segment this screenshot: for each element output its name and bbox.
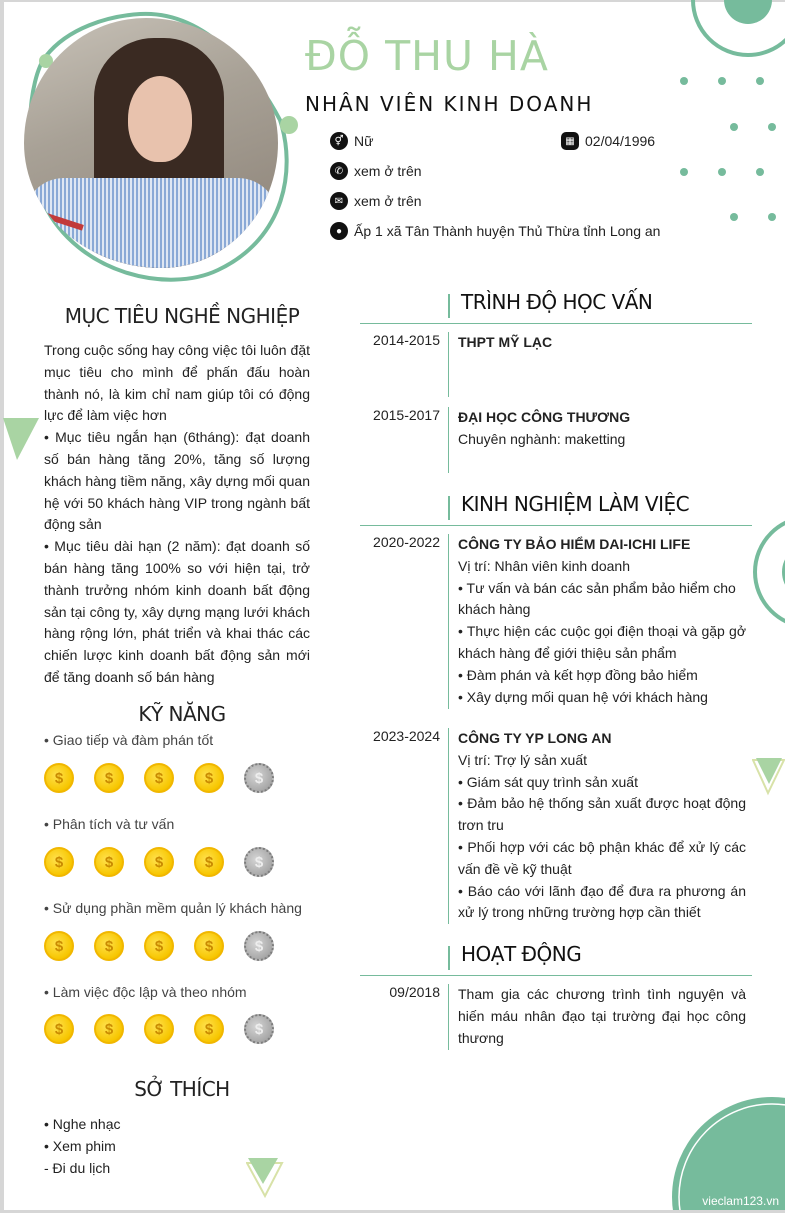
entry-detail: • Báo cáo với lãnh đạo để đưa ra phương án xử lý trong những trường hợp cần thiết: [458, 882, 746, 921]
coin-empty-icon: $: [244, 1014, 274, 1044]
location-pin-icon: ●: [330, 222, 348, 240]
profile-photo: [24, 18, 278, 268]
entry-detail: Vị trí: Nhân viên kinh doanh: [458, 557, 630, 574]
circle-decoration-top: [688, 0, 785, 60]
hobby-item: • Xem phim: [44, 1138, 116, 1154]
entry-detail: • Phối hợp với các bộ phận khác để xử lý các vấn đề về kỹ thuật: [458, 838, 746, 877]
section-divider: [360, 525, 752, 526]
entry-body: [458, 984, 746, 1049]
section-title-skills: KỸ NĂNG: [138, 702, 226, 726]
info-address: [330, 222, 660, 240]
coin-empty-icon: $: [244, 847, 274, 877]
coin-full-icon: $: [94, 931, 124, 961]
objective-paragraph: Trong cuộc sống hay công việc tôi luôn đặt mục tiêu cho mình để phấn đấu hoàn thành nó, là kim chỉ nam giúp tôi có động lực để làm việc hơn: [44, 342, 310, 424]
coin-full-icon: $: [44, 931, 74, 961]
info-gender: [330, 132, 373, 150]
coin-full-icon: $: [144, 1014, 174, 1044]
education-entry: [360, 332, 752, 397]
phone-value: xem ở trên: [354, 163, 422, 179]
entry-date: 2015-2017: [373, 407, 440, 423]
section-divider: [360, 323, 752, 324]
coin-full-icon: $: [94, 763, 124, 793]
entry-date: 2020-2022: [373, 534, 440, 550]
coin-full-icon: $: [194, 847, 224, 877]
entry-detail: • Thực hiện các cuộc gọi điện thoại và gặp gở khách hàng để giới thiệu sản phẩm: [458, 623, 746, 661]
gender-value: Nữ: [354, 133, 374, 149]
coin-empty-icon: $: [244, 931, 274, 961]
skill-rating: [44, 763, 274, 793]
section-divider: [360, 975, 752, 976]
activity-entry: [360, 984, 752, 1050]
hobby-item: • Nghe nhạc: [44, 1116, 121, 1132]
hobby-item: - Đi du lịch: [44, 1160, 111, 1176]
entry-body: [458, 534, 746, 708]
entry-date: 2014-2015: [373, 332, 440, 348]
entry-body: [458, 332, 746, 354]
coin-full-icon: $: [144, 931, 174, 961]
entry-detail: Vị trí: Trợ lý sản xuất: [458, 751, 587, 768]
circle-decoration-right: [750, 515, 785, 630]
triangle-decoration-bottom: [246, 1158, 284, 1198]
experience-entry: [360, 534, 752, 709]
education-entry: [360, 407, 752, 473]
entry-detail: Tham gia các chương trình tình nguyện và hiến máu nhân đạo tại trường đại học công thương: [458, 986, 746, 1046]
timeline-line: [448, 332, 449, 397]
section-title-hobbies: SỞ THÍCH: [134, 1077, 230, 1101]
watermark: vieclam123.vn: [702, 1194, 779, 1208]
section-bar: [448, 294, 450, 318]
email-value: xem ở trên: [354, 193, 422, 209]
coin-full-icon: $: [194, 1014, 224, 1044]
coin-full-icon: $: [144, 847, 174, 877]
entry-body: [458, 728, 746, 924]
birthday-value: 02/04/1996: [585, 133, 656, 149]
objective-text: [44, 340, 310, 689]
section-bar: [448, 946, 450, 970]
entry-body: [458, 407, 746, 451]
entry-org: THPT MỸ LẠC: [458, 334, 553, 350]
section-bar: [448, 496, 450, 520]
triangle-decoration-right: [752, 758, 785, 796]
entry-detail: • Giám sát quy trình sản xuất: [458, 773, 638, 790]
coin-full-icon: $: [94, 847, 124, 877]
experience-entry: [360, 728, 752, 924]
objective-paragraph: • Mục tiêu ngắn hạn (6tháng): đạt doanh số bán hàng tăng 20%, tăng số lượng khách hàng tiềm năng, xây dựng mối quan hệ với 50 khách hàng VIP trong ngành bất động sản: [44, 429, 310, 533]
coin-full-icon: $: [44, 847, 74, 877]
entry-detail: Chuyên nghành: maketting: [458, 430, 626, 447]
section-title-objective: MỤC TIÊU NGHỀ NGHIỆP: [64, 304, 300, 328]
phone-icon: ✆: [330, 162, 348, 180]
entry-org: CÔNG TY BẢO HIỂM DAI-ICHI LIFE: [458, 536, 691, 552]
coin-full-icon: $: [44, 1014, 74, 1044]
skill-label: • Giao tiếp và đàm phán tốt: [44, 732, 214, 748]
entry-detail: • Tư vấn và bán các sản phẩm bảo hiểm cho khách hàng: [458, 579, 736, 618]
email-icon: ✉: [330, 192, 348, 210]
skill-rating: [44, 847, 274, 877]
timeline-line: [448, 728, 449, 924]
calendar-icon: ▦: [561, 132, 579, 150]
entry-detail: • Đảm bảo hệ thống sản xuất được hoạt động trơn tru: [458, 795, 746, 834]
entry-org: CÔNG TY YP LONG AN: [458, 730, 612, 746]
gender-icon: ⚥: [330, 132, 348, 150]
coin-full-icon: $: [44, 763, 74, 793]
info-birthday: [561, 132, 655, 150]
timeline-line: [448, 534, 449, 709]
candidate-name: ĐỖ THU HÀ: [305, 32, 549, 80]
entry-date: 09/2018: [389, 984, 440, 1000]
skill-rating: [44, 931, 274, 961]
address-value: Ấp 1 xã Tân Thành huyện Thủ Thừa tỉnh Long an: [354, 223, 661, 239]
coin-full-icon: $: [94, 1014, 124, 1044]
page-edge-left: [0, 0, 4, 1213]
coin-full-icon: $: [194, 763, 224, 793]
section-title-activities: HOẠT ĐỘNG: [461, 942, 582, 966]
entry-detail: • Xây dựng mối quan hệ với khách hàng: [458, 688, 708, 705]
job-title: NHÂN VIÊN KINH DOANH: [305, 92, 594, 116]
info-email: [330, 192, 422, 210]
coin-empty-icon: $: [244, 763, 274, 793]
entry-date: 2023-2024: [373, 728, 440, 744]
skill-label: • Phân tích và tư vấn: [44, 816, 175, 832]
coin-full-icon: $: [194, 931, 224, 961]
info-phone: [330, 162, 422, 180]
hobbies-list: [44, 1113, 121, 1179]
timeline-line: [448, 984, 449, 1050]
coin-full-icon: $: [144, 763, 174, 793]
entry-org: ĐẠI HỌC CÔNG THƯƠNG: [458, 409, 631, 425]
section-title-education: TRÌNH ĐỘ HỌC VẤN: [461, 290, 653, 314]
skill-rating: [44, 1014, 274, 1044]
page-edge-top: [0, 0, 785, 2]
entry-detail: • Đàm phán và kết hợp đồng bảo hiểm: [458, 666, 698, 683]
triangle-decoration-left: [3, 418, 39, 460]
timeline-line: [448, 407, 449, 473]
skill-label: • Làm việc độc lập và theo nhóm: [44, 984, 247, 1000]
section-title-experience: KINH NGHIỆM LÀM VIỆC: [461, 492, 690, 516]
skill-label: • Sử dụng phần mềm quản lý khách hàng: [44, 900, 302, 916]
objective-paragraph: • Mục tiêu dài hạn (2 năm): đạt doanh số bán hàng tăng 100% so với hiện tại, trở thành trưởng nhóm kinh doanh bất động sản tại công ty, xây dựng mạng lưới khách hàng rộng lớn, phát triển và khai thác các chiến lược kinh doanh bất động sản mới để tăng doanh số bán hàng: [44, 538, 310, 685]
